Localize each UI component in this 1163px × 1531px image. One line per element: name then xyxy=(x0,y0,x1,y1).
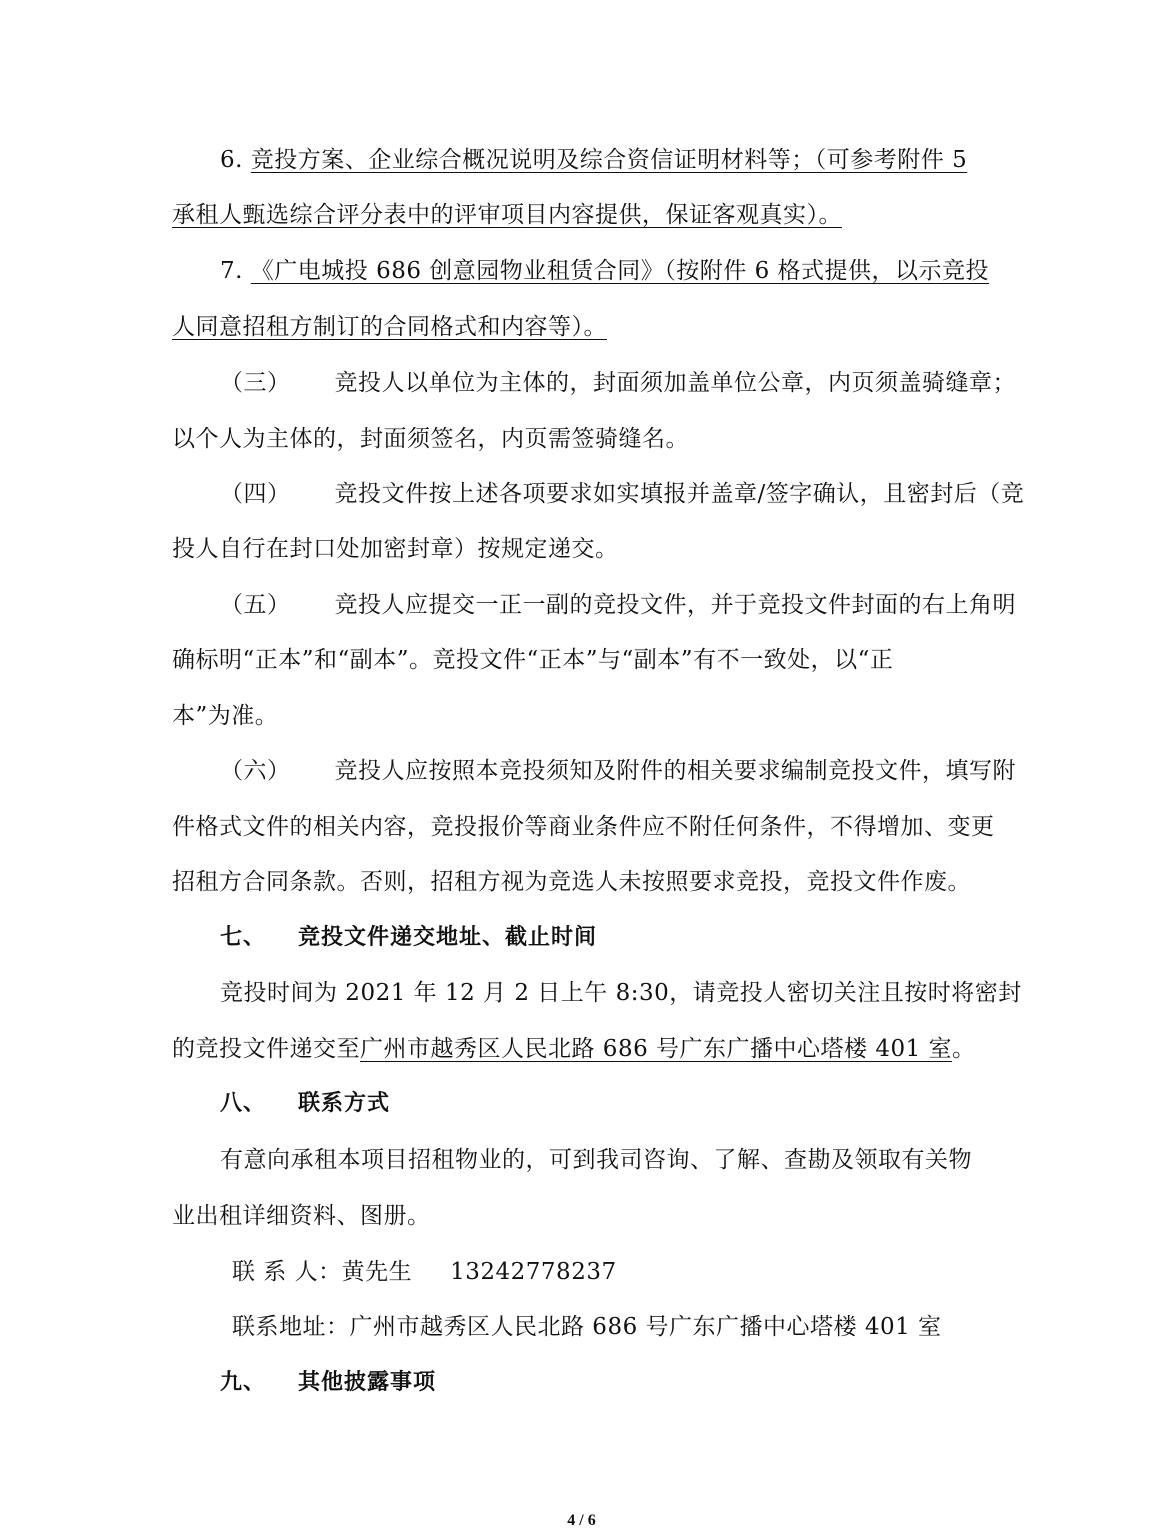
section-8-title: 联系方式 xyxy=(298,1091,391,1116)
clause-4-label: （四） xyxy=(220,481,291,507)
submission-address: 广州市越秀区人民北路 686 号广东广播中心塔楼 401 室 xyxy=(360,1036,953,1062)
clause-5-text: 竞投人应提交一正一副的竞投文件，并于竞投文件封面的右上角明 xyxy=(334,592,1016,618)
clause-5-line-3: 本”为准。 xyxy=(172,703,279,729)
contact-name: 黄先生 xyxy=(341,1259,413,1285)
section-7-period: 。 xyxy=(952,1036,976,1062)
item-7-number: 7. xyxy=(220,258,243,284)
clause-5-line-2: 确标明“正本”和“副本”。竞投文件“正本”与“副本”有不一致处，以“正 xyxy=(172,647,894,673)
page-number: 4 / 6 xyxy=(567,1512,596,1529)
item-6-number: 6. xyxy=(220,147,243,173)
section-7-title: 竞投文件递交地址、截止时间 xyxy=(298,925,598,950)
item-7-line-1 xyxy=(220,256,1050,286)
contact-phone: 13242778237 xyxy=(450,1259,617,1285)
clause-6-label: （六） xyxy=(220,758,291,784)
clause-3-label: （三） xyxy=(220,370,291,396)
clause-6-text: 竞投人应按照本竞投须知及附件的相关要求编制竞投文件，填写附 xyxy=(334,758,1016,784)
section-9-number: 九、 xyxy=(220,1370,267,1395)
section-7-line-1: 竞投时间为 2021 年 12 月 2 日上午 8:30，请竞投人密切关注且按时将密封 xyxy=(220,980,1022,1006)
item-6-text-cont: 承租人甄选综合评分表中的评审项目内容提供，保证客观真实）。 xyxy=(172,202,842,228)
section-7-heading xyxy=(220,923,1050,953)
clause-3-line-1 xyxy=(220,368,1050,398)
section-9-heading xyxy=(220,1368,1050,1398)
section-8-line-1: 有意向承租本项目招租物业的，可到我司咨询、了解、查勘及领取有关物 xyxy=(220,1147,972,1173)
section-8-line-2: 业出租详细资料、图册。 xyxy=(172,1203,431,1229)
item-7-line-2 xyxy=(172,312,1002,342)
item-6-text: 竞投方案、企业综合概况说明及综合资信证明材料等；（可参考附件 5 xyxy=(250,147,968,173)
item-7-text-cont: 人同意招租方制订的合同格式和内容等）。 xyxy=(172,314,607,340)
section-7-number: 七、 xyxy=(220,925,267,950)
section-7-line-2 xyxy=(172,1034,1002,1064)
contact-person-line xyxy=(232,1257,1062,1287)
item-7-text: 《广电城投 686 创意园物业租赁合同》（按附件 6 格式提供，以示竞投 xyxy=(250,258,990,284)
address-label: 联系地址： xyxy=(232,1314,350,1340)
clause-6-line-3: 招租方合同条款。否则，招租方视为竞选人未按照要求竞投，竞投文件作废。 xyxy=(172,869,971,895)
clause-3-text: 竞投人以单位为主体的，封面须加盖单位公章，内页须盖骑缝章； xyxy=(334,370,1016,396)
section-8-number: 八、 xyxy=(220,1091,267,1116)
clause-4-line-1 xyxy=(220,479,1050,509)
contact-address-line xyxy=(232,1312,1062,1342)
contact-address: 广州市越秀区人民北路 686 号广东广播中心塔楼 401 室 xyxy=(349,1314,942,1340)
clause-4-line-2: 投人自行在封口处加密封章）按规定递交。 xyxy=(172,536,619,562)
clause-4-text: 竞投文件按上述各项要求如实填报并盖章/签字确认，且密封后（竞 xyxy=(334,481,1025,507)
clause-5-line-1 xyxy=(220,590,1050,620)
contact-label: 联 系 人： xyxy=(232,1259,342,1285)
section-8-heading xyxy=(220,1089,1050,1119)
item-6-line-1 xyxy=(220,145,1050,175)
clause-3-line-2: 以个人为主体的，封面须签名，内页需签骑缝名。 xyxy=(172,426,689,452)
clause-5-label: （五） xyxy=(220,592,291,618)
section-9-title: 其他披露事项 xyxy=(298,1370,437,1395)
clause-6-line-2: 件格式文件的相关内容，竞投报价等商业条件应不附任何条件，不得增加、变更 xyxy=(172,814,995,840)
clause-6-line-1 xyxy=(220,756,1050,786)
item-6-line-2 xyxy=(172,200,1002,230)
section-7-text: 的竞投文件递交至 xyxy=(172,1036,360,1062)
